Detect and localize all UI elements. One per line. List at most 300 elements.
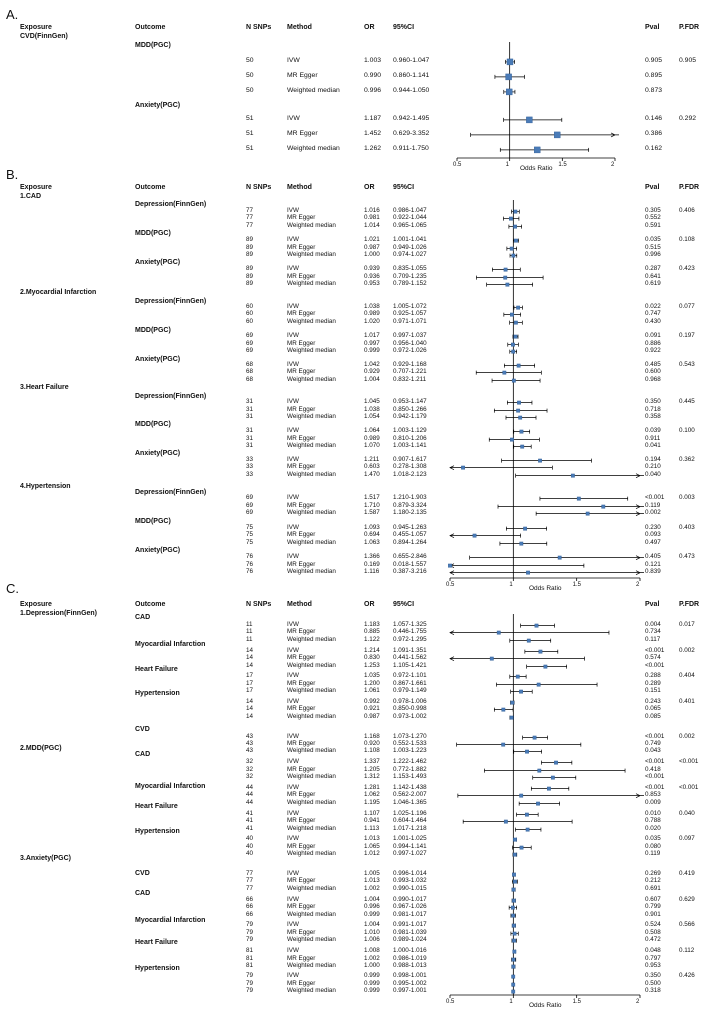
- cell-pfdr: 0.040: [679, 810, 695, 817]
- x-axis-title: Odds Ratio: [529, 1002, 562, 1009]
- cell-or: 0.999: [364, 980, 380, 987]
- cell-method: Weighted median: [287, 747, 336, 754]
- cell-ci: 0.835-1.055: [393, 265, 427, 272]
- cell-pval: 0.010: [645, 810, 661, 817]
- cell-or: 1.116: [364, 568, 380, 575]
- cell-method: MR Egger: [287, 791, 316, 798]
- cell-n-snps: 77: [246, 877, 254, 884]
- cell-ci: 0.441-1.562: [393, 654, 427, 661]
- cell-ci: 0.925-1.057: [393, 310, 427, 317]
- cell-method: Weighted median: [287, 885, 336, 892]
- cell-pval: 0.269: [645, 870, 661, 877]
- cell-n-snps: 79: [246, 921, 254, 928]
- header-or: OR: [364, 601, 375, 608]
- cell-pfdr: 0.905: [679, 57, 697, 64]
- exposure-label: 4.Hypertension: [20, 483, 71, 490]
- cell-pval: 0.691: [645, 885, 661, 892]
- cell-or: 1.012: [364, 850, 380, 857]
- header-or: OR: [364, 184, 375, 191]
- cell-or: 1.008: [364, 947, 380, 954]
- cell-pval: 0.305: [645, 207, 661, 214]
- cell-or: 1.063: [364, 539, 380, 546]
- x-tick-label: 0.5: [446, 582, 455, 588]
- cell-or: 1.045: [364, 398, 380, 405]
- cell-pval: 0.041: [645, 442, 661, 449]
- cell-or: 1.013: [364, 877, 380, 884]
- cell-n-snps: 69: [246, 347, 254, 354]
- cell-pval: 0.020: [645, 825, 661, 832]
- cell-pfdr: 0.419: [679, 870, 695, 877]
- cell-method: MR Egger: [287, 654, 316, 661]
- cell-ci: 0.942-1.179: [393, 413, 427, 420]
- cell-method: Weighted median: [287, 911, 336, 918]
- cell-ci: 0.996-1.014: [393, 870, 427, 877]
- cell-ci: 1.025-1.196: [393, 810, 427, 817]
- cell-ci: 0.879-3.324: [393, 502, 427, 509]
- cell-ci: 0.997-1.027: [393, 850, 427, 857]
- cell-method: Weighted median: [287, 539, 336, 546]
- cell-pfdr: 0.406: [679, 207, 695, 214]
- cell-pfdr: 0.197: [679, 332, 695, 339]
- cell-pfdr: <0.001: [679, 758, 699, 765]
- cell-ci: 0.960-1.047: [393, 57, 430, 64]
- cell-method: MR Egger: [287, 929, 316, 936]
- cell-or: 1.065: [364, 843, 380, 850]
- cell-pval: 0.002: [645, 509, 661, 516]
- cell-pval: 0.591: [645, 222, 661, 229]
- cell-ci: 0.446-1.755: [393, 628, 427, 635]
- cell-method: IVW: [287, 784, 299, 791]
- cell-ci: 0.772-1.882: [393, 766, 427, 773]
- cell-or: 1.107: [364, 810, 380, 817]
- cell-pfdr: 0.002: [679, 647, 695, 654]
- cell-n-snps: 66: [246, 903, 254, 910]
- outcome-label: Anxiety(PGC): [135, 450, 181, 457]
- outcome-label: CVD: [135, 870, 150, 877]
- cell-ci: 0.994-1.141: [393, 843, 427, 850]
- outcome-label: MDD(PGC): [135, 230, 171, 237]
- cell-ci: 0.981-1.017: [393, 911, 427, 918]
- cell-n-snps: 40: [246, 835, 254, 842]
- cell-pval: 0.093: [645, 531, 661, 538]
- header-ci: 95%CI: [393, 601, 415, 608]
- cell-or: 0.989: [364, 310, 380, 317]
- cell-n-snps: 31: [246, 406, 254, 413]
- cell-or: 0.953: [364, 280, 380, 287]
- cell-method: Weighted median: [287, 687, 336, 694]
- cell-or: 0.936: [364, 273, 380, 280]
- cell-method: Weighted median: [287, 799, 336, 806]
- cell-pval: 0.641: [645, 273, 661, 280]
- cell-method: Weighted median: [287, 936, 336, 943]
- cell-n-snps: 60: [246, 318, 254, 325]
- cell-method: MR Egger: [287, 406, 316, 413]
- cell-ci: 1.153-1.493: [393, 773, 427, 780]
- outcome-label: CAD: [135, 751, 151, 758]
- cell-n-snps: 33: [246, 463, 254, 470]
- cell-n-snps: 77: [246, 214, 254, 221]
- cell-method: Weighted median: [287, 825, 336, 832]
- cell-method: IVW: [287, 524, 299, 531]
- cell-pval: 0.619: [645, 280, 661, 287]
- header-n-snps: N SNPs: [246, 24, 272, 31]
- cell-n-snps: 33: [246, 456, 254, 463]
- cell-pval: 0.718: [645, 406, 661, 413]
- cell-or: 1.093: [364, 524, 380, 531]
- cell-pfdr: 0.108: [679, 236, 695, 243]
- cell-pval: 0.085: [645, 713, 661, 720]
- cell-pval: 0.911: [645, 435, 661, 442]
- cell-n-snps: 77: [246, 870, 254, 877]
- cell-or: 1.003: [364, 57, 382, 64]
- cell-pfdr: 0.002: [679, 733, 695, 740]
- cell-ci: 0.911-1.750: [393, 145, 429, 152]
- cell-or: 1.281: [364, 784, 380, 791]
- cell-pfdr: 0.017: [679, 621, 695, 628]
- x-tick-label: 1.5: [572, 999, 581, 1005]
- cell-ci: 1.142-1.438: [393, 784, 427, 791]
- cell-method: IVW: [287, 303, 299, 310]
- cell-or: 1.187: [364, 115, 382, 122]
- cell-ci: 0.562-2.007: [393, 791, 427, 798]
- cell-n-snps: 66: [246, 896, 254, 903]
- cell-method: MR Egger: [287, 561, 316, 568]
- header-exposure: Exposure: [20, 601, 52, 608]
- cell-pval: 0.121: [645, 561, 661, 568]
- cell-n-snps: 77: [246, 207, 254, 214]
- cell-or: 1.470: [364, 471, 380, 478]
- exposure-label: 2.Myocardial Infarction: [20, 289, 97, 296]
- outcome-label: Depression(FinnGen): [135, 393, 207, 400]
- cell-method: Weighted median: [287, 318, 336, 325]
- cell-n-snps: 81: [246, 962, 254, 969]
- cell-pval: <0.001: [645, 647, 665, 654]
- cell-method: MR Egger: [287, 980, 316, 987]
- cell-pval: 0.289: [645, 680, 661, 687]
- cell-or: 1.710: [364, 502, 380, 509]
- cell-pval: 0.009: [645, 799, 661, 806]
- cell-n-snps: 41: [246, 810, 254, 817]
- cell-n-snps: 50: [246, 57, 254, 64]
- cell-method: MR Egger: [287, 680, 316, 687]
- cell-ci: 1.017-1.218: [393, 825, 427, 832]
- cell-ci: 0.993-1.032: [393, 877, 427, 884]
- cell-n-snps: 31: [246, 442, 254, 449]
- cell-pval: 0.230: [645, 524, 661, 531]
- cell-pval: 0.048: [645, 947, 661, 954]
- outcome-label: Heart Failure: [135, 939, 178, 946]
- cell-pval: 0.080: [645, 843, 661, 850]
- cell-pfdr: <0.001: [679, 784, 699, 791]
- cell-pfdr: 0.077: [679, 303, 695, 310]
- cell-ci: 0.944-1.050: [393, 87, 430, 94]
- cell-method: MR Egger: [287, 310, 316, 317]
- cell-or: 1.183: [364, 621, 380, 628]
- outcome-label: Anxiety(PGC): [135, 259, 181, 266]
- cell-pval: 0.035: [645, 835, 661, 842]
- cell-ci: 0.971-1.071: [393, 318, 427, 325]
- cell-pfdr: 0.362: [679, 456, 695, 463]
- cell-n-snps: 40: [246, 850, 254, 857]
- cell-method: Weighted median: [287, 471, 336, 478]
- cell-pfdr: 0.100: [679, 427, 695, 434]
- cell-n-snps: 79: [246, 936, 254, 943]
- cell-pval: 0.022: [645, 303, 661, 310]
- outcome-label: MDD(PGC): [135, 42, 171, 49]
- cell-method: Weighted median: [287, 222, 336, 229]
- cell-n-snps: 76: [246, 568, 254, 575]
- cell-pval: 0.797: [645, 955, 661, 962]
- cell-or: 0.941: [364, 817, 380, 824]
- cell-pval: 0.799: [645, 903, 661, 910]
- x-tick-label: 1: [509, 999, 513, 1005]
- outcome-label: Anxiety(PGC): [135, 547, 181, 554]
- cell-n-snps: 44: [246, 791, 254, 798]
- exposure-label: 2.MDD(PGC): [20, 745, 62, 752]
- header-outcome: Outcome: [135, 184, 166, 191]
- cell-pfdr: 0.566: [679, 921, 695, 928]
- cell-n-snps: 69: [246, 494, 254, 501]
- cell-method: MR Egger: [287, 72, 318, 79]
- cell-pval: 0.839: [645, 568, 661, 575]
- cell-method: Weighted median: [287, 568, 336, 575]
- cell-or: 0.830: [364, 654, 380, 661]
- cell-n-snps: 11: [246, 628, 253, 635]
- cell-or: 1.038: [364, 303, 380, 310]
- cell-n-snps: 75: [246, 539, 254, 546]
- cell-or: 0.603: [364, 463, 380, 470]
- cell-pfdr: 0.403: [679, 524, 695, 531]
- cell-n-snps: 51: [246, 145, 254, 152]
- cell-n-snps: 40: [246, 843, 254, 850]
- cell-ci: 0.278-1.308: [393, 463, 427, 470]
- cell-ci: 1.003-1.129: [393, 427, 427, 434]
- cell-method: Weighted median: [287, 509, 336, 516]
- cell-pfdr: 0.543: [679, 361, 695, 368]
- cell-ci: 0.965-1.065: [393, 222, 427, 229]
- cell-ci: 0.956-1.040: [393, 340, 427, 347]
- cell-n-snps: 69: [246, 332, 254, 339]
- cell-pfdr: 0.404: [679, 672, 695, 679]
- cell-ci: 0.629-3.352: [393, 130, 430, 137]
- outcome-label: Anxiety(PGC): [135, 356, 181, 363]
- cell-n-snps: 14: [246, 654, 254, 661]
- cell-ci: 1.180-2.135: [393, 509, 427, 516]
- cell-method: IVW: [287, 896, 299, 903]
- cell-ci: 0.655-2.846: [393, 553, 427, 560]
- outcome-label: CAD: [135, 890, 151, 897]
- header-n-snps: N SNPs: [246, 601, 272, 608]
- x-tick-label: 1.5: [558, 162, 567, 168]
- cell-or: 1.054: [364, 413, 380, 420]
- cell-or: 0.990: [364, 72, 382, 79]
- cell-pval: <0.001: [645, 758, 665, 765]
- cell-or: 1.195: [364, 799, 380, 806]
- cell-n-snps: 89: [246, 273, 254, 280]
- cell-n-snps: 17: [246, 680, 254, 687]
- cell-method: IVW: [287, 265, 299, 272]
- cell-or: 1.262: [364, 145, 382, 152]
- cell-pval: 0.035: [645, 236, 661, 243]
- cell-ci: 1.222-1.462: [393, 758, 427, 765]
- cell-or: 1.006: [364, 936, 380, 943]
- cell-n-snps: 79: [246, 929, 254, 936]
- cell-method: MR Egger: [287, 435, 316, 442]
- cell-n-snps: 89: [246, 251, 254, 258]
- cell-or: 1.004: [364, 921, 380, 928]
- cell-ci: 1.046-1.365: [393, 799, 427, 806]
- cell-method: IVW: [287, 361, 299, 368]
- cell-method: Weighted median: [287, 280, 336, 287]
- cell-method: Weighted median: [287, 962, 336, 969]
- cell-n-snps: 31: [246, 435, 254, 442]
- cell-method: MR Egger: [287, 214, 316, 221]
- cell-method: IVW: [287, 733, 299, 740]
- outcome-label: Myocardial Infarction: [135, 917, 206, 924]
- cell-ci: 0.707-1.221: [393, 368, 427, 375]
- cell-pval: 0.119: [645, 502, 661, 509]
- cell-pval: 0.210: [645, 463, 661, 470]
- header-pfdr: P.FDR: [679, 24, 700, 31]
- cell-ci: 0.988-1.013: [393, 962, 427, 969]
- cell-ci: 0.850-1.266: [393, 406, 427, 413]
- cell-n-snps: 51: [246, 115, 254, 122]
- cell-ci: 0.867-1.661: [393, 680, 427, 687]
- cell-pval: 0.747: [645, 310, 661, 317]
- cell-pval: 0.287: [645, 265, 661, 272]
- header-n-snps: N SNPs: [246, 184, 272, 191]
- cell-ci: 0.850-0.998: [393, 705, 427, 712]
- cell-or: 0.981: [364, 214, 380, 221]
- x-tick-label: 2: [611, 162, 615, 168]
- cell-ci: 1.105-1.421: [393, 662, 427, 669]
- cell-method: Weighted median: [287, 636, 336, 643]
- cell-n-snps: 44: [246, 799, 254, 806]
- cell-method: IVW: [287, 672, 299, 679]
- outcome-label: Hypertension: [135, 828, 180, 835]
- header-method: Method: [287, 184, 312, 191]
- header-exposure: Exposure: [20, 24, 52, 31]
- header-ci: 95%CI: [393, 184, 415, 191]
- exposure-label: 1.CAD: [20, 193, 42, 200]
- outcome-label: Depression(FinnGen): [135, 298, 207, 305]
- cell-pfdr: 0.423: [679, 265, 695, 272]
- cell-method: IVW: [287, 810, 299, 817]
- cell-ci: 1.091-1.351: [393, 647, 427, 654]
- cell-pfdr: 0.097: [679, 835, 695, 842]
- x-tick-label: 2: [636, 999, 640, 1005]
- header-pval: Pval: [645, 184, 660, 191]
- cell-ci: 0.997-1.001: [393, 987, 427, 994]
- cell-method: MR Egger: [287, 877, 316, 884]
- cell-method: IVW: [287, 758, 299, 765]
- cell-method: MR Egger: [287, 531, 316, 538]
- cell-or: 0.996: [364, 903, 380, 910]
- cell-pval: <0.001: [645, 773, 665, 780]
- cell-pfdr: 0.112: [679, 947, 695, 954]
- header-method: Method: [287, 24, 312, 31]
- cell-method: Weighted median: [287, 987, 336, 994]
- cell-or: 1.113: [364, 825, 380, 832]
- cell-pval: 0.788: [645, 817, 661, 824]
- cell-ci: 0.945-1.263: [393, 524, 427, 531]
- cell-or: 1.017: [364, 332, 380, 339]
- cell-or: 1.337: [364, 758, 380, 765]
- cell-method: MR Egger: [287, 463, 316, 470]
- cell-ci: 0.972-1.101: [393, 672, 427, 679]
- cell-pval: 0.119: [645, 850, 661, 857]
- cell-n-snps: 77: [246, 222, 254, 229]
- cell-n-snps: 76: [246, 561, 254, 568]
- cell-method: IVW: [287, 870, 299, 877]
- cell-ci: 0.967-1.026: [393, 903, 427, 910]
- cell-pval: 0.358: [645, 413, 661, 420]
- exposure-label: 3.Anxiety(PGC): [20, 855, 71, 862]
- cell-n-snps: 89: [246, 280, 254, 287]
- cell-n-snps: 41: [246, 817, 254, 824]
- cell-pval: 0.004: [645, 621, 661, 628]
- cell-method: IVW: [287, 835, 299, 842]
- cell-method: Weighted median: [287, 413, 336, 420]
- cell-or: 1.002: [364, 955, 380, 962]
- cell-method: IVW: [287, 456, 299, 463]
- cell-pval: 0.905: [645, 57, 663, 64]
- cell-pval: 0.043: [645, 747, 661, 754]
- cell-ci: 0.455-1.057: [393, 531, 427, 538]
- cell-pval: 0.040: [645, 471, 661, 478]
- header-or: OR: [364, 24, 375, 31]
- cell-pval: <0.001: [645, 494, 665, 501]
- cell-pval: 0.472: [645, 936, 661, 943]
- cell-ci: 1.210-1.903: [393, 494, 427, 501]
- outcome-label: MDD(PGC): [135, 421, 171, 428]
- header-pval: Pval: [645, 24, 660, 31]
- cell-or: 1.021: [364, 236, 380, 243]
- cell-ci: 0.986-1.047: [393, 207, 427, 214]
- cell-or: 0.989: [364, 435, 380, 442]
- cell-or: 1.452: [364, 130, 382, 137]
- x-axis-title: Odds Ratio: [520, 165, 553, 172]
- cell-pval: 0.574: [645, 654, 661, 661]
- outcome-label: MDD(PGC): [135, 518, 171, 525]
- cell-pval: <0.001: [645, 662, 665, 669]
- cell-method: IVW: [287, 332, 299, 339]
- cell-or: 0.997: [364, 340, 380, 347]
- cell-ci: 1.005-1.072: [393, 303, 427, 310]
- cell-pval: 0.607: [645, 896, 661, 903]
- cell-or: 1.000: [364, 962, 380, 969]
- cell-pval: 0.515: [645, 244, 661, 251]
- header-pfdr: P.FDR: [679, 601, 700, 608]
- cell-n-snps: 31: [246, 413, 254, 420]
- cell-method: IVW: [287, 972, 299, 979]
- cell-ci: 0.998-1.001: [393, 972, 427, 979]
- cell-n-snps: 75: [246, 531, 254, 538]
- cell-pval: 0.508: [645, 929, 661, 936]
- cell-or: 0.999: [364, 987, 380, 994]
- cell-pval: 0.853: [645, 791, 661, 798]
- cell-ci: 0.604-1.464: [393, 817, 427, 824]
- cell-n-snps: 14: [246, 662, 254, 669]
- cell-method: MR Egger: [287, 766, 316, 773]
- cell-ci: 1.018-2.123: [393, 471, 427, 478]
- cell-pval: 0.895: [645, 72, 663, 79]
- cell-pval: 0.318: [645, 987, 661, 994]
- outcome-label: Myocardial Infarction: [135, 783, 206, 790]
- cell-method: IVW: [287, 494, 299, 501]
- x-tick-label: 0.5: [446, 999, 455, 1005]
- cell-n-snps: 17: [246, 687, 254, 694]
